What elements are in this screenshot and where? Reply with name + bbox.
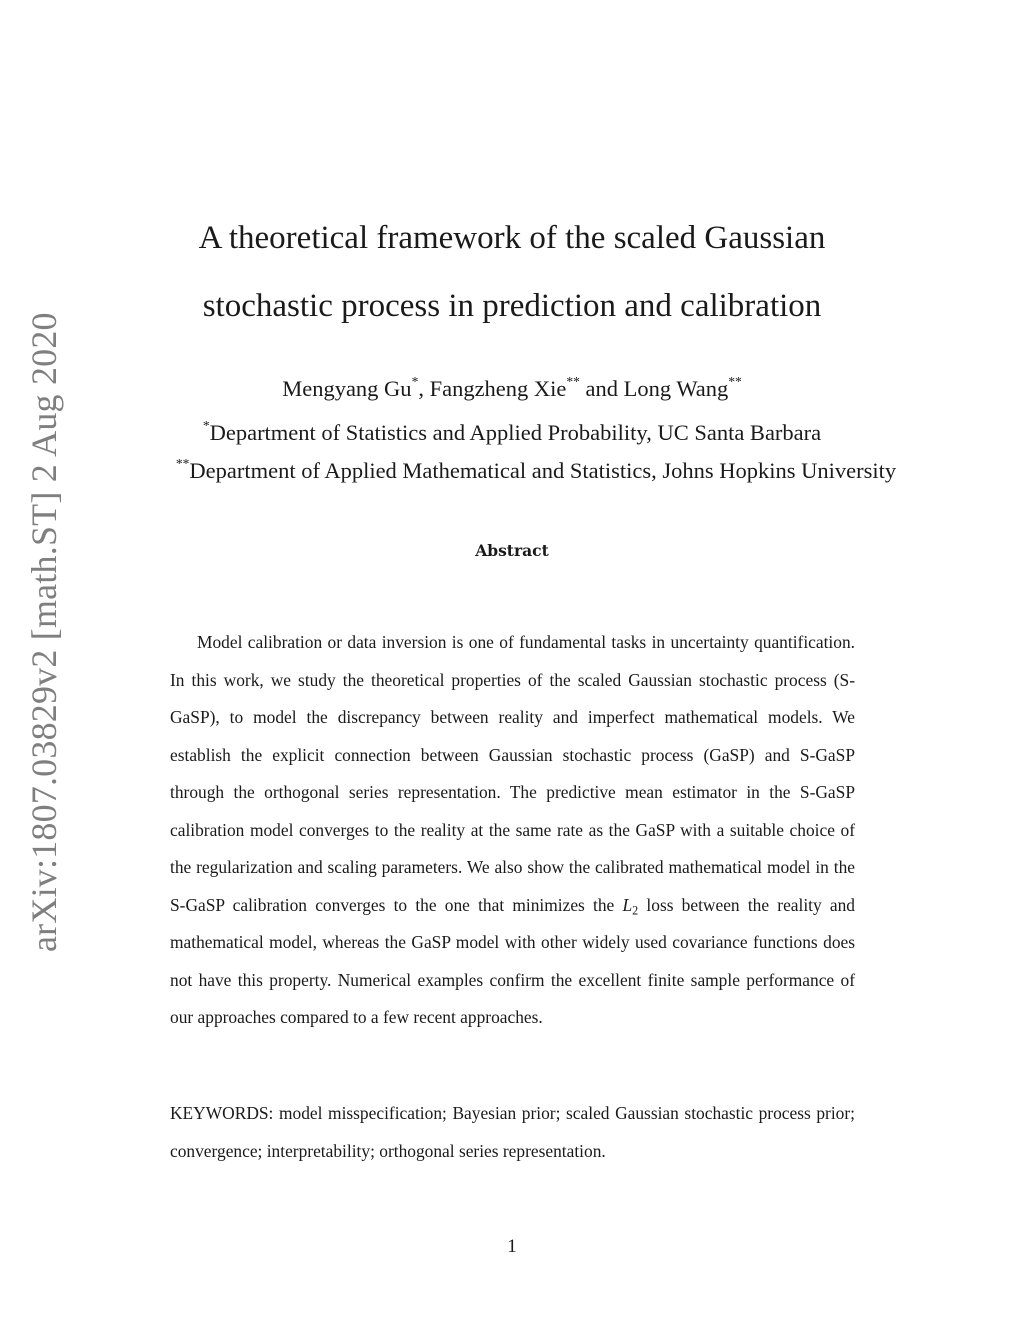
abstract-body: [170, 624, 855, 1037]
affiliation-mark: **: [728, 373, 742, 389]
author-name: Mengyang Gu: [282, 376, 412, 401]
affiliation-mark: **: [175, 455, 190, 471]
math-l2-norm: $L_2$: [622, 894, 639, 918]
paper-title-line-2: stochastic process in prediction and calibration: [202, 288, 822, 324]
author-name: , Fangzheng Xie: [418, 376, 567, 401]
abstract-heading: Abstract: [475, 541, 549, 560]
affiliation-text: Department of Statistics and Applied Probability, UC Santa Barbara: [209, 420, 822, 445]
abstract-text: Model calibration or data inversion is one of fundamental tasks in uncertainty quantification. In this work, we study the theoretical properties of the scaled Gaussian stochastic process (S-GaSP), to model the discrepancy between reality and imperfect mathematical models. We establish the explicit connection between Gaussian stochastic process (GaSP) and S-GaSP through the orthogonal series representation. The predictive mean estimator in the S-GaSP calibration model converges to the reality at the same rate as the GaSP with a suitable choice of the regularization and scaling parameters. We also show the calibrated mathematical model in the S-GaSP calibration converges to the one that minimizes the: [170, 632, 855, 915]
affiliation-mark: *: [202, 417, 210, 433]
author-name: and Long Wang: [579, 376, 729, 401]
author-list: [0, 373, 1024, 402]
affiliation-mark: *: [411, 373, 419, 389]
affiliation-2: [16, 455, 1024, 484]
keywords-paragraph: KEYWORDS: model misspecification; Bayesian prior; scaled Gaussian stochastic process prior; convergence; interpretability; orthogonal series representation.: [170, 1103, 855, 1161]
affiliation-1: [0, 417, 1024, 446]
page-number: 1: [507, 1236, 517, 1257]
abstract-text: loss between the reality and mathematical model, whereas the GaSP model with other widely used covariance functions does not have this property. Numerical examples confirm the excellent finite sample performance of our approaches compared to a few recent approaches.: [170, 894, 856, 1027]
affiliation-text: Department of Applied Mathematical and Statistics, Johns Hopkins University: [189, 458, 897, 483]
affiliation-mark: **: [566, 373, 580, 389]
paper-title-line-1: A theoretical framework of the scaled Gaussian: [198, 220, 826, 256]
arxiv-identifier: arXiv:1807.03829v2 [math.ST] 2 Aug 2020: [24, 312, 64, 952]
